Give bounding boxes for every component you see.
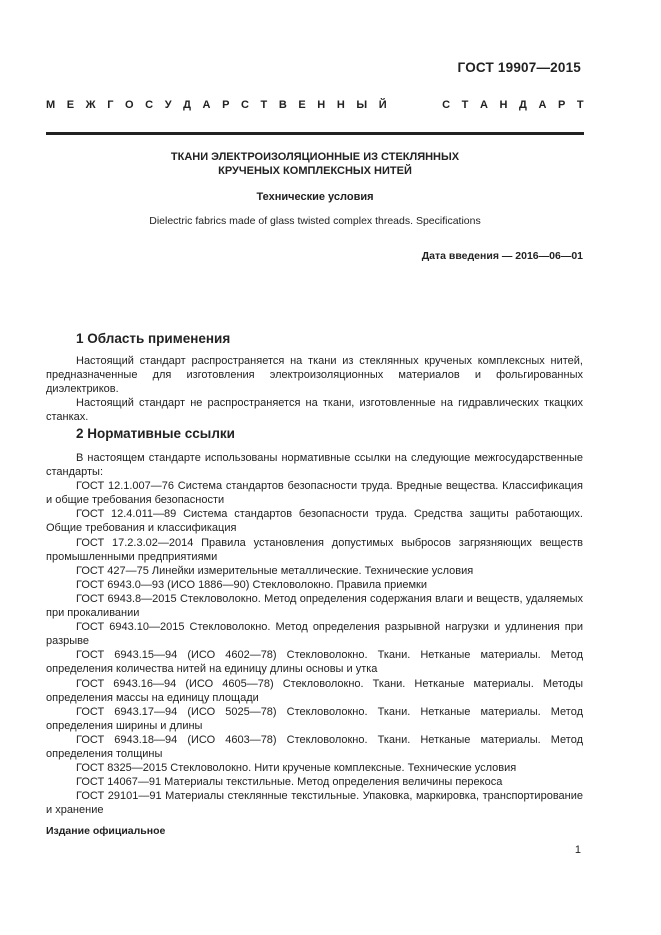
reference-item: ГОСТ 14067—91 Материалы текстильные. Метод определения величины перекоса <box>76 776 503 789</box>
reference-item: ГОСТ 427—75 Линейки измерительные металлические. Технические условия <box>76 564 474 577</box>
banner-letter: С <box>145 99 154 111</box>
section-1-heading: 1 Область применения <box>76 331 231 346</box>
english-title: Dielectric fabrics made of glass twisted complex threads. Specifications <box>149 215 481 227</box>
banner-letter: А <box>479 99 488 111</box>
banner-letter: Й <box>378 99 387 111</box>
banner-letter <box>398 99 401 111</box>
reference-item: ГОСТ 6943.16—94 (ИСО 4605—78) Стекловолокно. Ткани. Нетканые материалы. Методы определения массы на единицу площади <box>46 677 583 704</box>
document-code: ГОСТ 19907—2015 <box>457 60 581 75</box>
reference-item: ГОСТ 6943.8—2015 Стекловолокно. Метод определения содержания влаги и веществ, удаляемых при прокаливании <box>46 592 583 620</box>
document-subtitle: Технические условия <box>256 191 374 203</box>
reference-item: ГОСТ 29101—91 Материалы стеклянные текстильные. Упаковка, маркировка, транспортирование и хранение <box>46 790 583 817</box>
banner-letter: Ж <box>85 99 96 111</box>
banner-letter: У <box>164 99 172 111</box>
reference-item: ГОСТ 8325—2015 Стекловолокно. Нити крученые комплексные. Технические условия <box>76 762 517 775</box>
paragraph: Настоящий стандарт распространяется на ткани из стеклянных крученых комплексных нитей, предназначенные для изготовления электроизоляционных материалов и фольгированных диэлектриков. <box>46 355 583 396</box>
title-line-2: КРУЧЕНЫХ КОМПЛЕКСНЫХ НИТЕЙ <box>218 165 412 177</box>
banner-letter: Р <box>222 99 230 111</box>
banner-letter: Д <box>519 99 527 111</box>
reference-item: ГОСТ 6943.10—2015 Стекловолокно. Метод определения разрывной нагрузки и удлинения при разрыве <box>46 621 583 648</box>
paragraph: Настоящий стандарт не распространяется на ткани, изготовленные на гидравлических ткацких станках. <box>46 397 583 424</box>
header-rule <box>46 132 584 135</box>
page-number: 1 <box>574 844 581 856</box>
banner-letter: Е <box>66 99 75 111</box>
document-title <box>46 150 584 178</box>
reference-item: ГОСТ 12.4.011—89 Система стандартов безопасности труда. Средства защиты работающих. Общие требования и классификация <box>46 508 583 535</box>
paragraph: В настоящем стандарте использованы нормативные ссылки на следующие межгосударственные стандарты: <box>46 452 583 479</box>
banner-letter: В <box>278 99 287 111</box>
banner-letter: С <box>442 99 451 111</box>
reference-item: ГОСТ 12.1.007—76 Система стандартов безопасности труда. Вредные вещества. Классификация и общие требования безопасности <box>46 480 583 507</box>
introduction-date: Дата введения — 2016—06—01 <box>421 250 583 262</box>
banner-letter: М <box>46 99 56 111</box>
reference-item: ГОСТ 6943.0—93 (ИСО 1886—90) Стекловолокно. Правила приемки <box>76 578 428 591</box>
banner-letter: Т <box>576 99 584 111</box>
section-1-body <box>46 354 583 424</box>
reference-item: ГОСТ 6943.17—94 (ИСО 5025—78) Стекловолокно. Ткани. Нетканые материалы. Метод определения ширины и длины <box>46 705 583 732</box>
banner-letter: Р <box>557 99 566 111</box>
banner-letter: Н <box>499 99 508 111</box>
banner-letter: О <box>125 99 134 111</box>
reference-item: ГОСТ 6943.15—94 (ИСО 4602—78) Стекловолокно. Ткани. Нетканые материалы. Метод определения количества нитей на единицу длины основы и утка <box>46 649 583 676</box>
banner-letter: А <box>538 99 547 111</box>
banner-letter: Н <box>336 99 345 111</box>
reference-item: ГОСТ 6943.18—94 (ИСО 4603—78) Стекловолокно. Ткани. Нетканые материалы. Метод определения толщины <box>46 733 583 760</box>
banner-letter: Г <box>107 99 114 111</box>
interstate-standard-banner <box>46 99 584 111</box>
banner-letter <box>427 99 430 111</box>
official-edition-note: Издание официальное <box>46 825 166 837</box>
section-2-body <box>46 451 583 817</box>
section-2-heading: 2 Нормативные ссылки <box>76 426 235 441</box>
banner-letter: С <box>241 99 249 111</box>
banner-letter: Н <box>317 99 326 111</box>
banner-letter: А <box>202 99 211 111</box>
banner-letter: Д <box>183 99 191 111</box>
banner-letter: Е <box>298 99 306 111</box>
title-line-1: ТКАНИ ЭЛЕКТРОИЗОЛЯЦИОННЫЕ ИЗ СТЕКЛЯННЫХ <box>170 151 460 163</box>
banner-letter: Ы <box>356 99 368 111</box>
reference-item: ГОСТ 17.2.3.02—2014 Правила установления допустимых выбросов загрязняющих веществ промышленными предприятиями <box>46 536 583 563</box>
banner-letter <box>413 99 416 111</box>
banner-letter: Т <box>461 99 469 111</box>
banner-letter: Т <box>260 99 268 111</box>
